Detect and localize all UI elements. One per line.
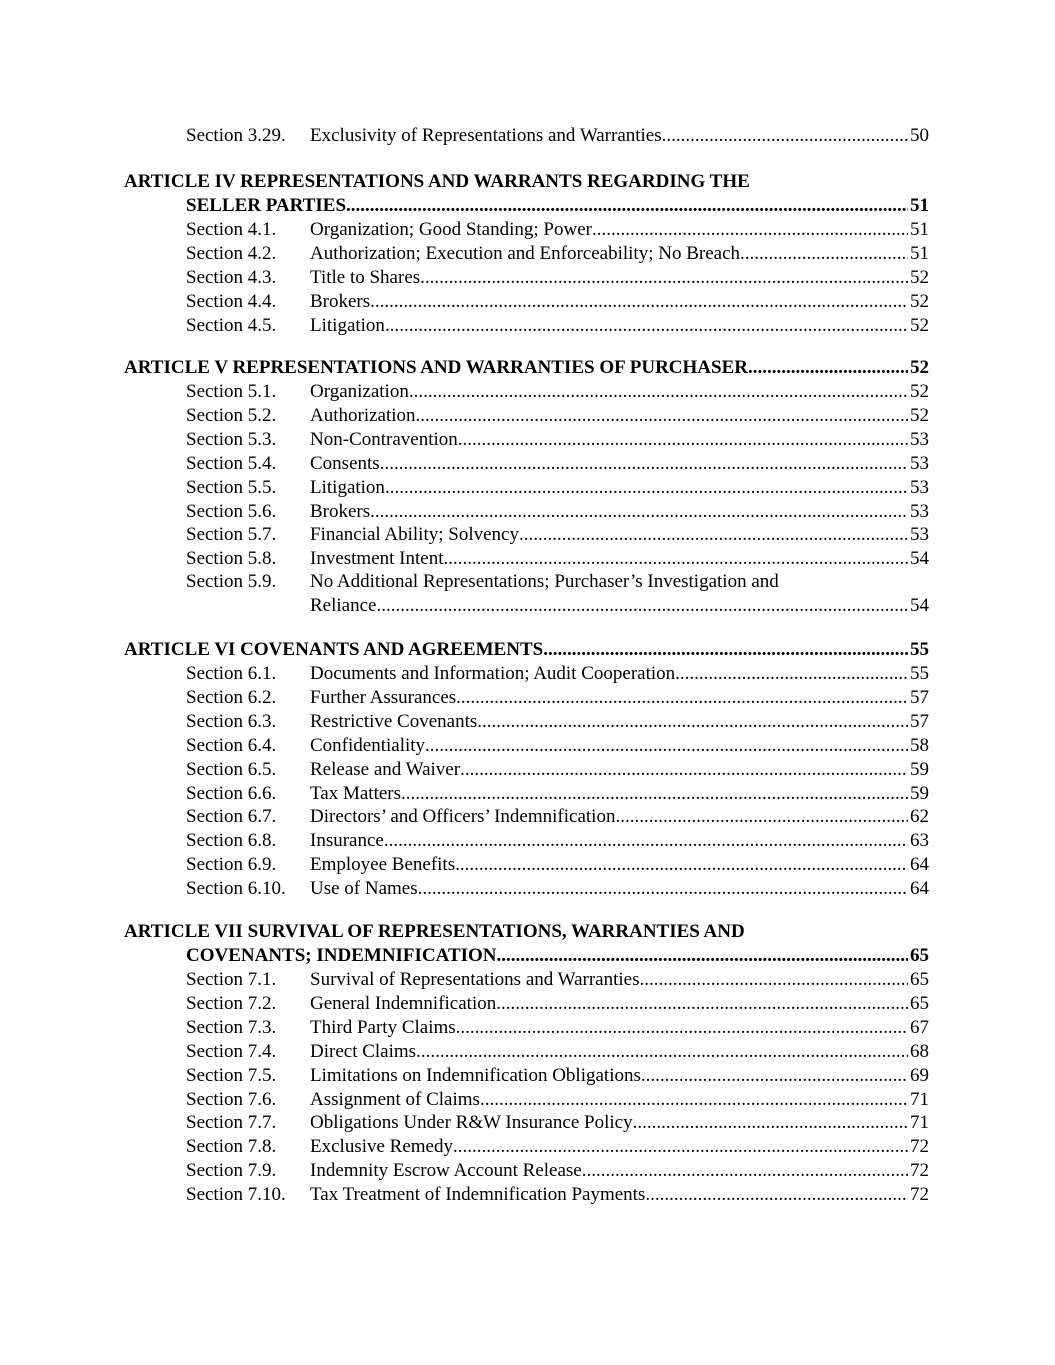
article-title: ARTICLE IV REPRESENTATIONS AND WARRANTS REGARDING THE	[124, 171, 750, 192]
section-number: Section 7.2.	[186, 992, 277, 1014]
section-number: Section 4.3.	[186, 267, 277, 288]
section-title-line	[310, 594, 929, 618]
dot-leader	[409, 380, 908, 404]
toc-section-entry	[186, 662, 929, 686]
section-number: Section 6.7.	[186, 806, 277, 828]
section-title: Litigation	[310, 315, 385, 336]
dot-leader	[519, 523, 908, 547]
section-number: Section 3.29.	[186, 125, 286, 146]
dot-leader	[385, 314, 908, 338]
section-title-line	[310, 218, 929, 242]
section-title-line	[310, 242, 929, 266]
section-number: Section 7.9.	[186, 1160, 277, 1182]
dot-leader	[582, 1159, 908, 1183]
page-number: 52	[910, 315, 929, 336]
section-number: Section 7.3.	[186, 1016, 277, 1038]
article-title: ARTICLE V REPRESENTATIONS AND WARRANTIES OF PURCHASER	[124, 357, 748, 378]
section-number: Section 5.3.	[186, 428, 277, 450]
toc-section-entry	[186, 1064, 929, 1088]
section-title-line	[310, 500, 929, 524]
toc-section-entry	[186, 1088, 929, 1112]
section-title-line	[310, 1135, 929, 1159]
dot-leader	[456, 1016, 908, 1040]
section-title: Tax Matters	[310, 782, 402, 804]
section-title: General Indemnification	[310, 992, 497, 1014]
section-title: Brokers	[310, 291, 371, 312]
page-number: 51	[910, 219, 929, 240]
section-title-line	[310, 853, 929, 877]
toc-section-entry	[186, 992, 929, 1016]
section-title: Limitations on Indemnification Obligations	[310, 1064, 641, 1086]
dot-leader	[418, 877, 908, 901]
article-title: ARTICLE VII SURVIVAL OF REPRESENTATIONS, WARRANTIES AND	[124, 921, 745, 942]
dot-leader	[740, 242, 908, 266]
section-number: Section 4.4.	[186, 291, 277, 312]
section-title: Documents and Information; Audit Cooperation	[310, 663, 676, 684]
dot-leader	[675, 662, 908, 686]
section-number: Section 6.5.	[186, 758, 277, 780]
section-title: Exclusive Remedy	[310, 1136, 453, 1158]
section-title: Insurance	[310, 830, 384, 852]
section-title-line	[310, 1064, 929, 1088]
section-title-line	[310, 710, 929, 734]
dot-leader	[662, 124, 908, 148]
section-title: Brokers	[310, 500, 371, 522]
dot-leader	[458, 428, 908, 452]
section-number: Section 7.4.	[186, 1040, 277, 1062]
dot-leader	[477, 710, 908, 734]
dot-leader	[645, 1183, 908, 1207]
toc-section-entry	[186, 523, 929, 547]
section-title-line	[310, 734, 929, 758]
section-title-continued: Reliance	[310, 595, 377, 616]
section-title: Financial Ability; Solvency	[310, 524, 519, 546]
section-number: Section 7.10.	[186, 1184, 286, 1206]
toc-section-entry	[186, 476, 929, 500]
section-title: Organization; Good Standing; Power	[310, 219, 592, 240]
section-title: Release and Waiver	[310, 758, 461, 780]
toc-section-entry	[186, 829, 929, 853]
section-title: Directors’ and Officers’ Indemnification	[310, 806, 616, 828]
section-title-line	[310, 1159, 929, 1183]
section-title: Assignment of Claims	[310, 1088, 480, 1110]
toc-section-entry-continued	[186, 594, 929, 618]
toc-section-entry	[186, 242, 929, 266]
section-number: Section 6.2.	[186, 686, 277, 708]
section-number: Section 6.8.	[186, 830, 277, 852]
page-number: 64	[910, 878, 929, 900]
section-title: Authorization	[310, 404, 416, 426]
dot-leader	[370, 290, 908, 314]
section-number: Section 5.4.	[186, 452, 277, 474]
section-number: Section 4.2.	[186, 243, 277, 264]
section-title: Tax Treatment of Indemnification Payments	[310, 1184, 646, 1206]
toc-section-entry	[186, 124, 929, 148]
dot-leader	[370, 500, 908, 524]
section-number: Section 5.2.	[186, 404, 277, 426]
section-title: Third Party Claims	[310, 1016, 456, 1038]
section-title: Consents	[310, 452, 380, 474]
toc-article-heading	[124, 638, 929, 662]
page-number: 59	[910, 758, 929, 780]
section-title-line	[310, 1040, 929, 1064]
toc-section-entry	[186, 782, 929, 806]
toc-section-entry	[186, 570, 929, 594]
toc-article-heading-continued	[186, 944, 929, 968]
page-number: 65	[910, 945, 929, 966]
toc-section-entry	[186, 1159, 929, 1183]
section-title-line	[310, 547, 929, 571]
section-title-line	[310, 404, 929, 428]
page-number: 51	[910, 195, 929, 216]
dot-leader	[453, 1135, 908, 1159]
section-title-line	[310, 428, 929, 452]
section-title: Restrictive Covenants	[310, 710, 478, 732]
toc-section-entry	[186, 734, 929, 758]
section-number: Section 6.6.	[186, 782, 277, 804]
page-number: 62	[910, 806, 929, 828]
toc-section-entry	[186, 1183, 929, 1207]
section-title-line	[310, 452, 929, 476]
section-number: Section 4.5.	[186, 315, 277, 336]
toc-section-entry	[186, 968, 929, 992]
section-number: Section 5.1.	[186, 381, 277, 402]
page-number: 58	[910, 734, 929, 756]
toc-section-entry	[186, 758, 929, 782]
dot-leader	[480, 1088, 908, 1112]
section-number: Section 7.1.	[186, 969, 277, 990]
section-title-line	[310, 805, 929, 829]
page-number: 72	[910, 1136, 929, 1158]
page-number: 52	[910, 357, 929, 378]
page-number: 72	[910, 1184, 929, 1206]
dot-leader	[460, 758, 908, 782]
section-title-line	[310, 476, 929, 500]
section-title-line	[310, 314, 929, 338]
page-number: 72	[910, 1160, 929, 1182]
dot-leader	[497, 944, 908, 968]
section-title-line	[310, 968, 929, 992]
toc-section-entry	[186, 1111, 929, 1135]
section-number: Section 7.5.	[186, 1064, 277, 1086]
page-number: 64	[910, 854, 929, 876]
section-title: Exclusivity of Representations and Warranties	[310, 125, 662, 146]
section-title-line	[310, 1016, 929, 1040]
section-title-line	[310, 662, 929, 686]
page-number: 55	[910, 639, 929, 660]
dot-leader	[444, 547, 909, 571]
dot-leader	[641, 1064, 908, 1088]
section-title: Organization	[310, 381, 409, 402]
section-title: Employee Benefits.	[310, 854, 460, 876]
section-title: Non-Contravention	[310, 428, 458, 450]
section-title: Authorization; Execution and Enforceability; No Breach	[310, 243, 740, 264]
page-number: 57	[910, 710, 929, 732]
toc-article-heading	[124, 356, 929, 380]
page-number: 67	[910, 1016, 929, 1038]
dot-leader	[420, 266, 908, 290]
section-title-line	[310, 877, 929, 901]
toc-section-entry	[186, 428, 929, 452]
section-number: Section 5.7.	[186, 524, 277, 546]
section-title-line	[310, 1088, 929, 1112]
dot-leader	[615, 805, 908, 829]
toc-section-entry	[186, 877, 929, 901]
toc-section-entry	[186, 853, 929, 877]
section-number: Section 6.4.	[186, 734, 277, 756]
toc-article-heading-continued	[186, 194, 929, 218]
page-number: 50	[910, 125, 929, 146]
toc-section-entry	[186, 404, 929, 428]
page-number: 59	[910, 782, 929, 804]
article-title-continued: SELLER PARTIES	[186, 195, 347, 216]
section-title: Confidentiality	[310, 734, 426, 756]
dot-leader	[592, 218, 908, 242]
toc-section-entry	[186, 290, 929, 314]
toc-section-entry	[186, 1040, 929, 1064]
page-number: 55	[910, 663, 929, 684]
dot-leader	[416, 404, 908, 428]
page-number: 53	[910, 500, 929, 522]
toc-section-entry	[186, 547, 929, 571]
toc-section-entry	[186, 452, 929, 476]
section-title: Obligations Under R&W Insurance Policy	[310, 1112, 633, 1134]
section-title: Title to Shares	[310, 267, 421, 288]
section-number: Section 5.9.	[186, 571, 277, 592]
toc-section-entry	[186, 218, 929, 242]
section-number: Section 6.1.	[186, 663, 277, 684]
section-number: Section 7.7.	[186, 1112, 277, 1134]
section-title-line	[310, 992, 929, 1016]
dot-leader	[633, 1111, 908, 1135]
section-title-line	[310, 1183, 929, 1207]
section-title: Indemnity Escrow Account Release	[310, 1160, 582, 1182]
dot-leader	[401, 782, 908, 806]
section-number: Section 7.6.	[186, 1088, 277, 1110]
toc-section-entry	[186, 380, 929, 404]
dot-leader	[425, 734, 908, 758]
toc-section-entry	[186, 266, 929, 290]
toc-section-entry	[186, 1135, 929, 1159]
section-title-line	[310, 782, 929, 806]
toc-section-entry	[186, 710, 929, 734]
page-number: 52	[910, 381, 929, 402]
section-title: Litigation	[310, 476, 385, 498]
section-number: Section 6.10.	[186, 878, 286, 900]
page-number: 71	[910, 1112, 929, 1134]
section-number: Section 5.5.	[186, 476, 277, 498]
section-number: Section 7.8.	[186, 1136, 277, 1158]
section-title: Investment Intent	[310, 548, 444, 570]
page-number: 71	[910, 1088, 929, 1110]
section-number: Section 6.9.	[186, 854, 277, 876]
page-number: 53	[910, 524, 929, 546]
toc-article-heading	[124, 170, 929, 194]
dot-leader	[346, 194, 908, 218]
page-number: 68	[910, 1040, 929, 1062]
section-title-line	[310, 829, 929, 853]
article-title: ARTICLE VI COVENANTS AND AGREEMENTS	[124, 639, 544, 660]
section-number: Section 4.1.	[186, 219, 277, 240]
section-title: Survival of Representations and Warranties	[310, 969, 640, 990]
dot-leader	[416, 1040, 908, 1064]
section-title-line	[310, 686, 929, 710]
dot-leader	[543, 638, 908, 662]
section-title-line	[310, 758, 929, 782]
section-title-line	[310, 266, 929, 290]
section-title-line	[310, 124, 929, 148]
toc-article-heading	[124, 920, 929, 944]
page-number: 53	[910, 452, 929, 474]
article-title-continued: COVENANTS; INDEMNIFICATION	[186, 945, 497, 966]
page-number: 54	[910, 548, 929, 570]
page-number: 63	[910, 830, 929, 852]
section-number: Section 6.3.	[186, 710, 277, 732]
toc-section-entry	[186, 686, 929, 710]
dot-leader	[748, 356, 908, 380]
dot-leader	[385, 476, 908, 500]
section-title-line	[310, 380, 929, 404]
section-title: Use of Names	[310, 878, 418, 900]
page-number: 51	[910, 243, 929, 264]
dot-leader	[380, 452, 908, 476]
page-number: 69	[910, 1064, 929, 1086]
section-title-line	[310, 290, 929, 314]
page-number: 52	[910, 404, 929, 426]
page-number: 57	[910, 686, 929, 708]
dot-leader	[384, 829, 908, 853]
section-number: Section 5.6.	[186, 500, 277, 522]
toc-section-entry	[186, 805, 929, 829]
section-title: No Additional Representations; Purchaser’s Investigation and	[310, 571, 779, 592]
dot-leader	[376, 594, 908, 618]
page-number: 54	[910, 595, 929, 616]
toc-section-entry	[186, 1016, 929, 1040]
page-number: 52	[910, 267, 929, 288]
toc-section-entry	[186, 500, 929, 524]
dot-leader	[496, 992, 908, 1016]
section-title: Direct Claims	[310, 1040, 417, 1062]
dot-leader	[639, 968, 908, 992]
page-number: 53	[910, 476, 929, 498]
page-number: 65	[910, 969, 929, 990]
section-number: Section 5.8.	[186, 548, 277, 570]
page-number: 65	[910, 992, 929, 1014]
page-number: 53	[910, 428, 929, 450]
dot-leader	[460, 853, 908, 877]
page-number: 52	[910, 291, 929, 312]
section-title: Further Assurances	[310, 686, 457, 708]
toc-section-entry	[186, 314, 929, 338]
section-title-line	[310, 1111, 929, 1135]
dot-leader	[456, 686, 908, 710]
section-title-line	[310, 523, 929, 547]
